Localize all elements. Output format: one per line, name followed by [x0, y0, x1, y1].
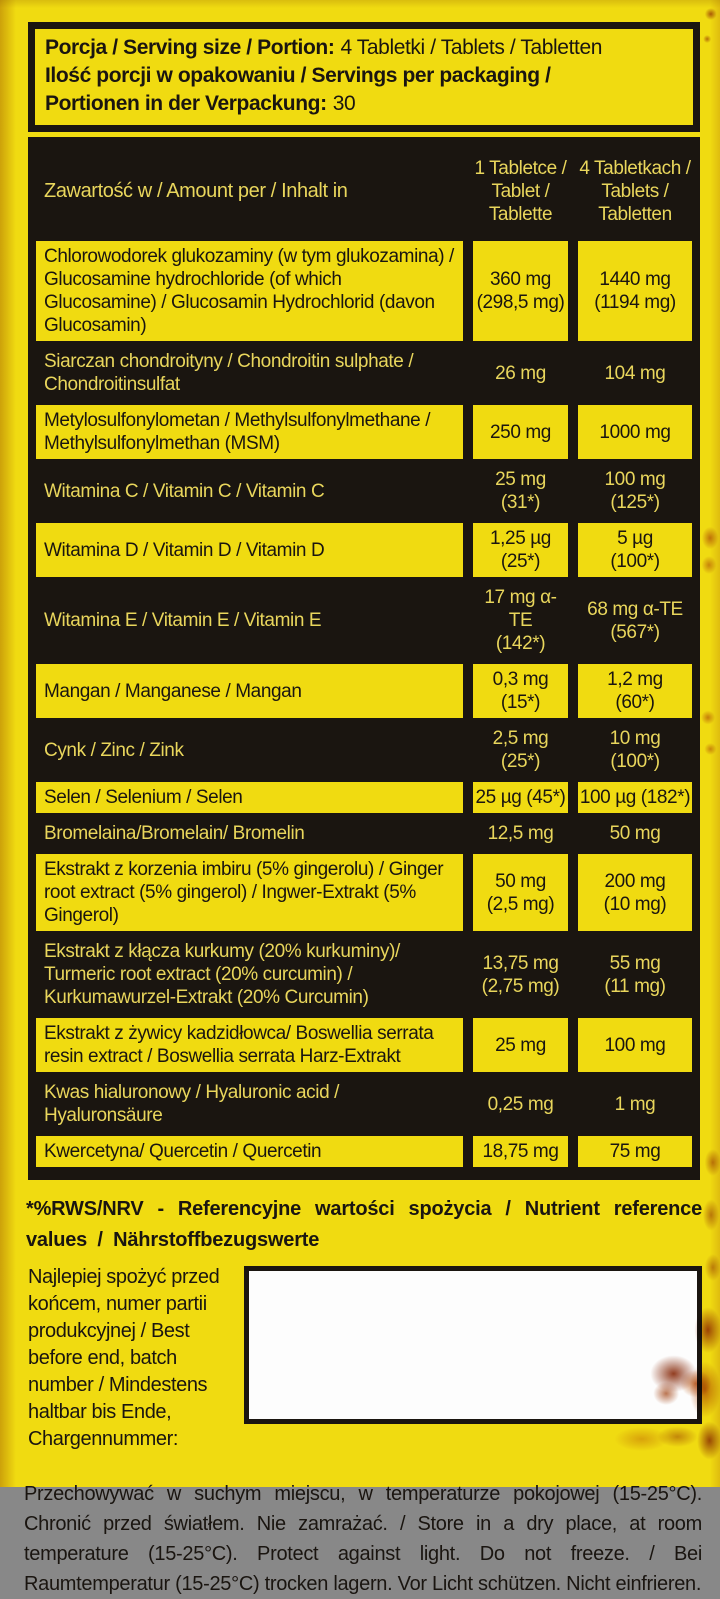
amount-per-tablet-cell	[473, 523, 568, 577]
amount-line: 0,3 mg	[492, 669, 549, 690]
amount-per-serving-cell	[578, 523, 692, 577]
header-line: Tabletten	[598, 204, 672, 225]
nutrient-name-cell: Cynk / Zinc / Zink	[44, 739, 184, 761]
amount-line: 200 mg	[604, 870, 666, 892]
amount-per-tablet-cell	[473, 405, 568, 459]
amount-line: (2,5 mg)	[486, 893, 555, 915]
amount-line: 12,5 mg	[487, 823, 554, 844]
header-line: Tablets /	[601, 181, 669, 202]
amount-line: (567*)	[610, 621, 660, 643]
amount-line: 25 µg (45*)	[475, 787, 566, 808]
amount-line: 2,5 mg	[492, 728, 549, 749]
nutrient-row	[36, 723, 692, 777]
amount-line: (11 mg)	[604, 975, 666, 997]
nutrient-name-cell: Witamina E / Vitamin E / Vitamin E	[44, 610, 322, 631]
servings-per-pack-line	[45, 62, 635, 118]
amount-line: 1000 mg	[599, 421, 671, 443]
amount-line: 1 mg	[614, 1093, 656, 1115]
amount-line: 18,75 mg	[482, 1141, 559, 1162]
nutrient-row	[36, 405, 692, 459]
serving-size-line	[45, 34, 683, 62]
amount-line: 1,25 µg	[490, 528, 551, 549]
amount-per-tablet-cell	[473, 818, 568, 849]
nutrient-row	[36, 1136, 692, 1167]
amount-per-serving-cell	[578, 1018, 692, 1072]
amount-line: 68 mg α-TE	[587, 598, 683, 620]
nutrient-name-cell: Ekstrakt z żywicy kadzidłowca/ Boswellia serrata resin extract / Boswellia serrata Harz-Extrakt	[36, 1018, 463, 1072]
amount-line: 360 mg	[490, 269, 551, 290]
header-amount-per: Zawartość w / Amount per / Inhalt in	[44, 180, 348, 202]
nutrient-name-cell: Kwercetyna/ Quercetin / Quercetin	[36, 1136, 463, 1167]
amount-line: 13,75 mg	[482, 952, 559, 974]
amount-line: 100 mg	[604, 469, 666, 490]
nutrition-table	[28, 137, 700, 1180]
amount-line: 25 mg	[495, 469, 546, 490]
amount-line: 26 mg	[495, 362, 546, 384]
amount-per-serving-cell	[578, 936, 692, 1013]
amount-line: (298,5 mg)	[476, 292, 565, 313]
amount-per-tablet-cell	[473, 1018, 568, 1072]
serving-size-value: 4 Tabletki / Tablets / Tabletten	[340, 36, 603, 59]
storage-instructions: Przechowywać w suchym miejscu, w temperaturze pokojowej (15-25°C). Chronić przed światłem. Nie zamrażać. / Store in a dry place, at room temperature (15-25°C). Protect against light. Do not freeze. / Bei Raumtemperatur (15-25°C) trocken lagern. Vor Licht schützen. Nicht einfrieren.	[24, 1483, 702, 1595]
table-header-row	[36, 145, 692, 236]
amount-line: (15*)	[500, 692, 541, 713]
nutrition-table-body	[36, 236, 692, 1172]
amount-line: (1194 mg)	[594, 292, 676, 313]
amount-per-serving-cell	[578, 1077, 692, 1131]
amount-line: 17 mg α-TE	[484, 587, 557, 631]
nutrient-name-cell: Ekstrakt z korzenia imbiru (5% gingerolu) / Ginger root extract (5% gingerol) / Ingwer-Extrakt (5% Gingerol)	[36, 854, 463, 931]
amount-line: (125*)	[610, 492, 660, 513]
amount-per-tablet-cell	[473, 782, 568, 813]
header-line: Tablette	[488, 204, 553, 225]
amount-line: 0,25 mg	[487, 1093, 554, 1115]
nutrient-row	[36, 582, 692, 659]
amount-line: (25*)	[500, 751, 541, 772]
header-line: 1 Tabletce /	[474, 158, 567, 179]
nutrient-row	[36, 1077, 692, 1131]
serving-size-label: Porcja / Serving size / Portion:	[45, 36, 335, 59]
nutrient-name-cell: Selen / Selenium / Selen	[36, 782, 463, 813]
nutrient-row	[36, 664, 692, 718]
amount-per-serving-cell	[578, 582, 692, 659]
header-per-tablet	[473, 157, 568, 226]
amount-per-serving-cell	[578, 1136, 692, 1167]
amount-line: 10 mg	[609, 728, 661, 749]
amount-line: (60*)	[615, 692, 655, 713]
amount-per-tablet-cell	[473, 854, 568, 931]
nutrient-row	[36, 818, 692, 849]
nutrient-name-cell: Mangan / Manganese / Mangan	[36, 664, 463, 718]
amount-line: 104 mg	[604, 362, 666, 384]
amount-line: 250 mg	[490, 421, 551, 443]
amount-per-tablet-cell	[473, 664, 568, 718]
amount-line: 100 µg (182*)	[579, 787, 691, 808]
amount-line: (25*)	[500, 551, 541, 572]
nutrient-name-cell: Bromelaina/Bromelain/ Bromelin	[44, 823, 305, 844]
servings-per-pack-label: Ilość porcji w opakowaniu / Servings per packaging / Portionen in der Verpackung:	[45, 64, 551, 115]
nutrient-name-cell: Metylosulfonylometan / Methylsulfonylmethane / Methylsulfonylmethan (MSM)	[36, 405, 463, 459]
nutrient-row	[36, 346, 692, 400]
amount-line: 75 mg	[609, 1141, 661, 1162]
amount-per-serving-cell	[578, 241, 692, 341]
nutrient-row	[36, 854, 692, 931]
amount-line: (31*)	[500, 492, 541, 513]
nutrient-name-cell: Chlorowodorek glukozaminy (w tym glukozamina) / Glucosamine hydrochloride (of which Glucosamine) / Glucosamin Hydrochlorid (davon Glucosamin)	[36, 241, 463, 341]
amount-per-serving-cell	[578, 854, 692, 931]
amount-per-serving-cell	[578, 818, 692, 849]
amount-per-tablet-cell	[473, 464, 568, 518]
amount-per-serving-cell	[578, 723, 692, 777]
nutrient-row	[36, 241, 692, 341]
nutrient-name-cell: Siarczan chondroityny / Chondroitin sulphate / Chondroitinsulfat	[44, 351, 414, 395]
header-per-serving	[578, 157, 692, 226]
amount-line: (10 mg)	[603, 893, 667, 915]
best-before-label: Najlepiej spożyć przed końcem, numer partii produkcyjnej / Best before end, batch number / Mindestens haltbar bis Ende, Chargennummer:	[28, 1266, 220, 1450]
amount-line: 50 mg	[495, 870, 546, 892]
amount-line: (2,75 mg)	[481, 975, 560, 997]
amount-line: 1,2 mg	[607, 669, 663, 690]
amount-line: (100*)	[610, 551, 660, 572]
amount-line: 25 mg	[495, 1034, 546, 1056]
amount-per-tablet-cell	[473, 936, 568, 1013]
nutrient-row	[36, 1018, 692, 1072]
amount-line: 5 µg	[617, 528, 653, 549]
nutrient-row	[36, 936, 692, 1013]
header-line: 4 Tabletkach /	[579, 158, 691, 179]
nutrient-row	[36, 523, 692, 577]
nrv-footnote: *%RWS/NRV - Referencyjne wartości spożycia / Nutrient reference values / Nährstoffbezugswerte	[26, 1198, 702, 1251]
nutrient-name-cell: Witamina D / Vitamin D / Vitamin D	[36, 523, 463, 577]
best-before-section	[28, 1264, 704, 1453]
amount-per-tablet-cell	[473, 1077, 568, 1131]
amount-line: (142*)	[495, 633, 546, 654]
nutrient-name-cell: Ekstrakt z kłącza kurkumy (20% kurkuminy)/ Turmeric root extract (20% curcumin) / Kurkumawurzel-Extrakt (20% Curcumin)	[44, 941, 400, 1008]
amount-per-serving-cell	[578, 782, 692, 813]
nutrient-name-cell: Witamina C / Vitamin C / Vitamin C	[44, 480, 325, 502]
header-line: Tablet /	[491, 181, 550, 202]
amount-line: 1440 mg	[599, 269, 671, 290]
amount-per-tablet-cell	[473, 723, 568, 777]
amount-line: 100 mg	[604, 1034, 666, 1056]
nutrient-name-cell: Kwas hialuronowy / Hyaluronic acid / Hyaluronsäure	[44, 1082, 340, 1126]
amount-line: 55 mg	[609, 952, 661, 974]
nutrient-row	[36, 782, 692, 813]
servings-per-pack-value: 30	[332, 92, 356, 115]
nutrient-row	[36, 464, 692, 518]
amount-per-tablet-cell	[473, 1136, 568, 1167]
amount-per-tablet-cell	[473, 346, 568, 400]
amount-line: 50 mg	[609, 823, 661, 844]
amount-line: (100*)	[610, 751, 660, 772]
amount-per-serving-cell	[578, 664, 692, 718]
amount-per-tablet-cell	[473, 241, 568, 341]
batch-number-box	[244, 1266, 702, 1424]
amount-per-serving-cell	[578, 346, 692, 400]
amount-per-serving-cell	[578, 464, 692, 518]
amount-per-tablet-cell	[473, 582, 568, 659]
amount-per-serving-cell	[578, 405, 692, 459]
serving-size-box	[28, 22, 700, 132]
